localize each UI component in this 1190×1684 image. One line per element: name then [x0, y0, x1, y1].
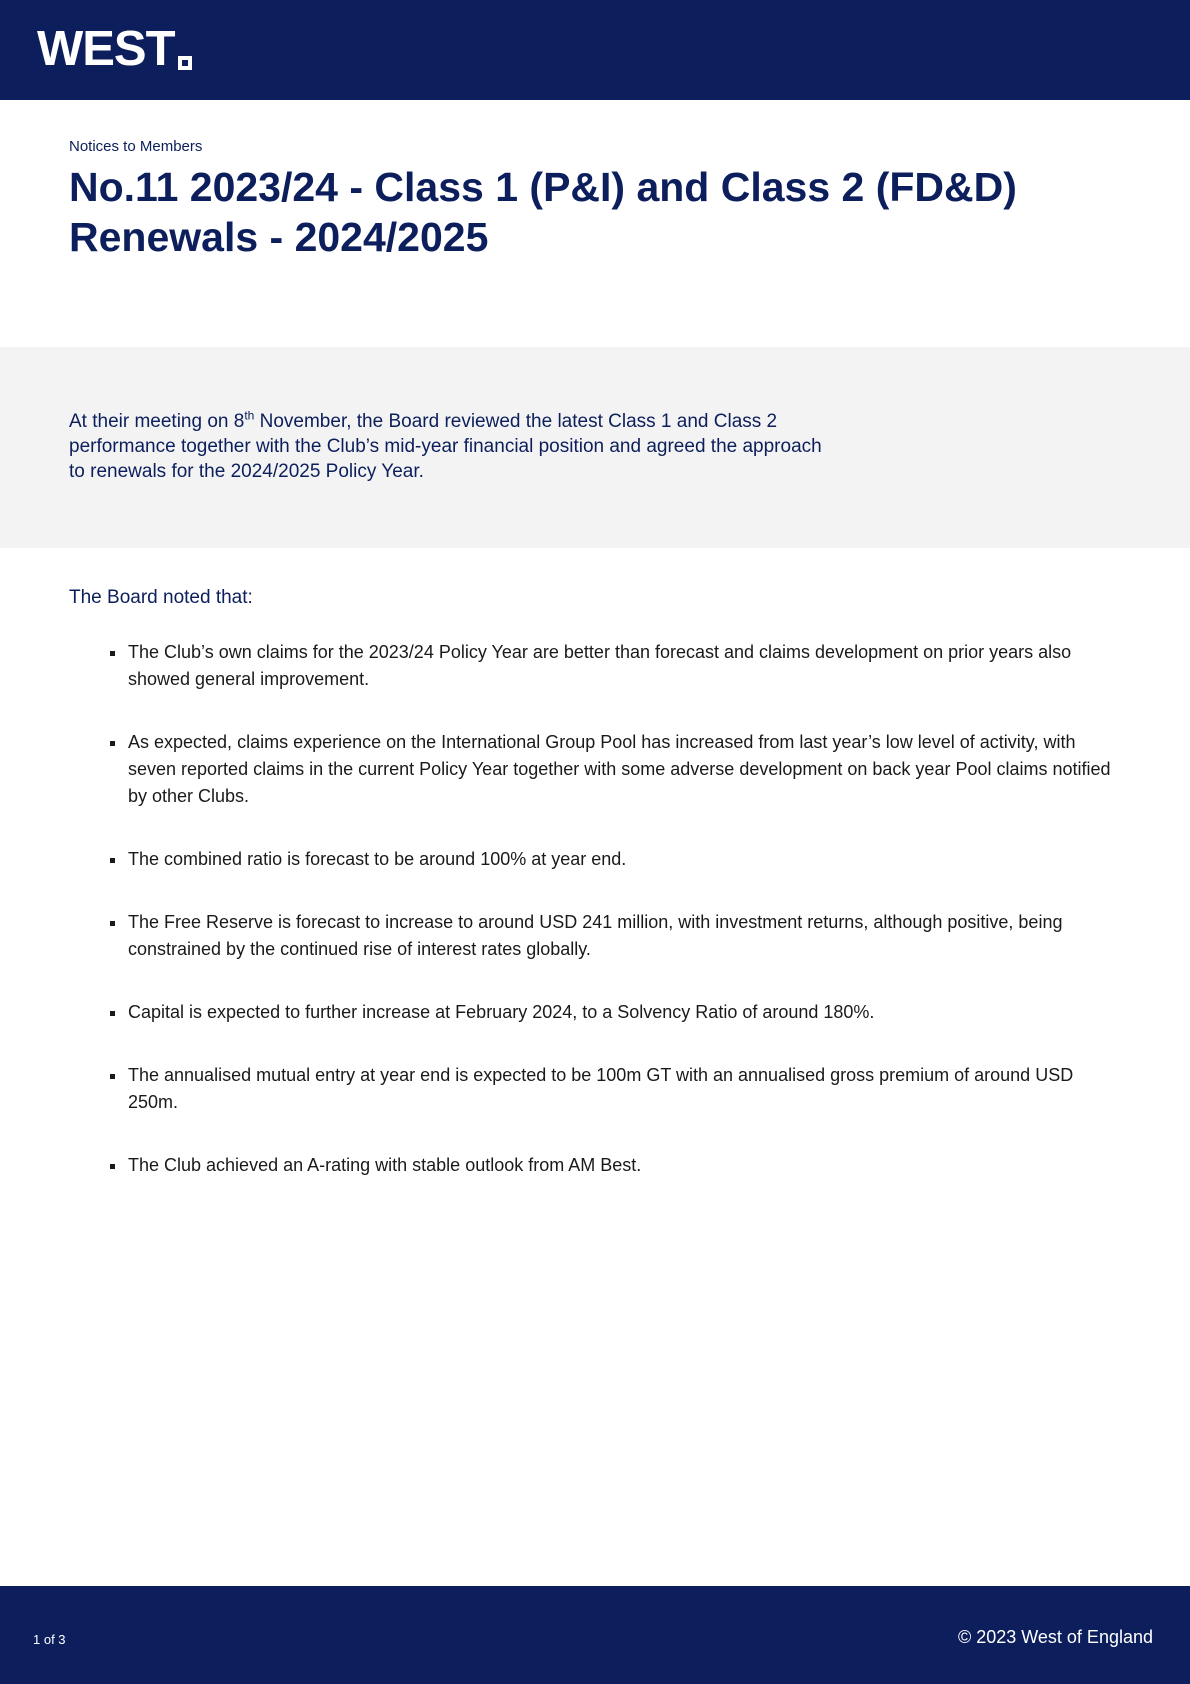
west-logo: [37, 24, 192, 74]
list-item: The Club achieved an A-rating with stable outlook from AM Best.: [108, 1152, 1118, 1179]
board-noted-heading: The Board noted that:: [69, 587, 253, 608]
title-line-1: No.11 2023/24 - Class 1 (P&I) and Class 2 (FD&D): [69, 164, 1017, 210]
intro-text-start: At their meeting on 8: [69, 411, 245, 432]
board-notes-list: [108, 639, 1118, 1215]
list-item: The annualised mutual entry at year end is expected to be 100m GT with an annualised gross premium of around USD 250m.: [108, 1062, 1118, 1116]
page-footer: [0, 1586, 1190, 1684]
page-number: 1 of 3: [33, 1632, 66, 1647]
list-item: The Free Reserve is forecast to increase to around USD 241 million, with investment returns, although positive, being constrained by the continued rise of interest rates globally.: [108, 909, 1118, 963]
title-line-2: Renewals - 2024/2025: [69, 214, 489, 260]
intro-band: [0, 347, 1190, 548]
list-item: As expected, claims experience on the International Group Pool has increased from last year’s low level of activity, with seven reported claims in the current Policy Year together with some adverse development on back year Pool claims notified by other Clubs.: [108, 729, 1118, 810]
logo-text: WEST: [37, 22, 175, 76]
copyright: © 2023 West of England: [957, 1627, 1153, 1647]
intro-ordinal-suffix: th: [244, 408, 255, 423]
list-item: The combined ratio is forecast to be around 100% at year end.: [108, 846, 1118, 873]
page-header: [0, 0, 1190, 100]
logo-square-icon: [178, 56, 192, 70]
page-title: [69, 162, 1149, 262]
list-item: The Club’s own claims for the 2023/24 Policy Year are better than forecast and claims development on prior years also showed general improvement.: [108, 639, 1118, 693]
intro-paragraph: [69, 409, 829, 484]
section-label: Notices to Members: [69, 138, 203, 155]
intro-text-end: November, the Board reviewed the latest Class 1 and Class 2 performance together with the Club’s mid-year financial position and agreed the approach to renewals for the 2024/2025 Policy Year.: [69, 411, 822, 482]
list-item: Capital is expected to further increase at February 2024, to a Solvency Ratio of around 180%.: [108, 999, 1118, 1026]
